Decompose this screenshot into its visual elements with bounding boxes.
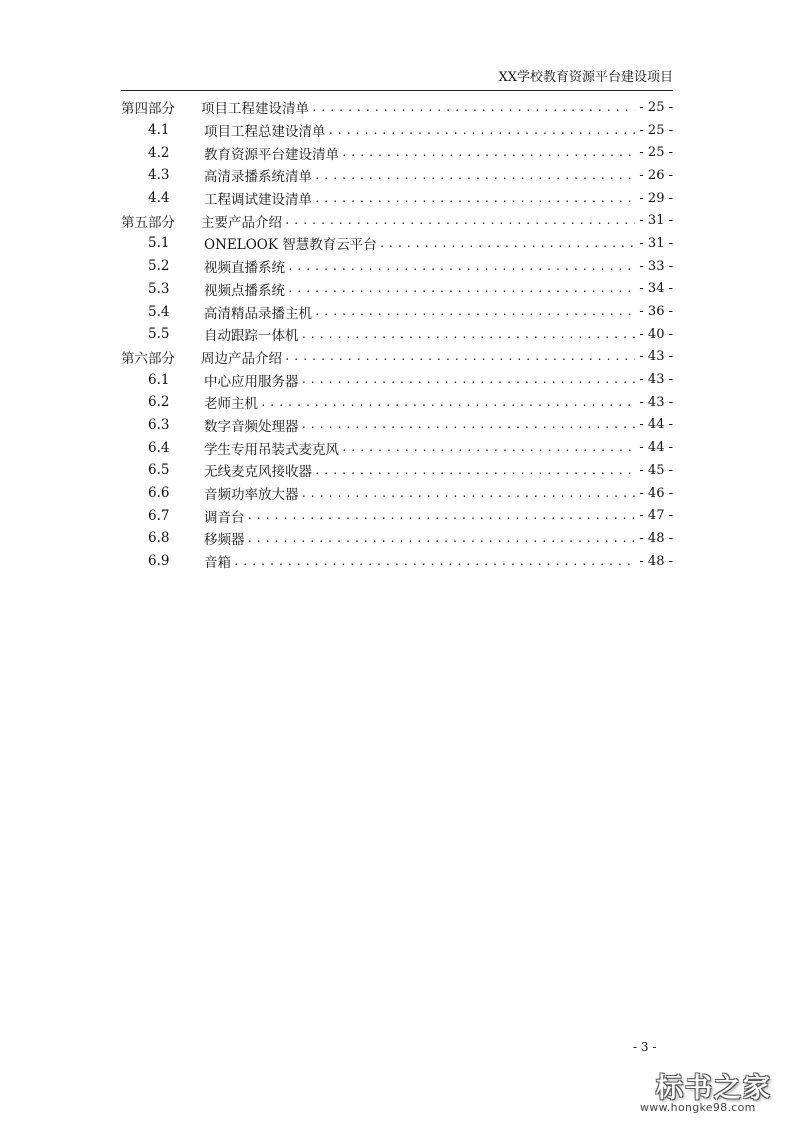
toc-dot-leader bbox=[379, 237, 636, 250]
toc-entry-number: 6.5 bbox=[148, 462, 170, 479]
toc-entry-6-3[interactable] bbox=[121, 414, 673, 437]
toc-entry-part-6[interactable] bbox=[121, 346, 673, 369]
toc-dot-leader bbox=[311, 101, 635, 114]
toc-entry-title: 项目工程总建设清单 bbox=[204, 124, 326, 141]
toc-dot-leader bbox=[301, 373, 636, 386]
toc-entry-page: - 29 - bbox=[639, 190, 673, 206]
toc-entry-title: 高清录播系统清单 bbox=[204, 169, 312, 186]
toc-entry-number: 6.2 bbox=[148, 394, 170, 411]
toc-entry-6-9[interactable] bbox=[121, 550, 673, 573]
toc-entry-title: 高清精品录播主机 bbox=[204, 305, 312, 322]
toc-dot-leader bbox=[287, 260, 635, 273]
toc-entry-5-1[interactable] bbox=[121, 232, 673, 255]
toc-dot-leader bbox=[314, 305, 635, 318]
toc-dot-leader bbox=[341, 146, 635, 159]
toc-dot-leader bbox=[328, 124, 636, 137]
toc-entry-number: 第六部分 bbox=[121, 350, 175, 367]
toc-entry-number: 6.1 bbox=[148, 371, 170, 388]
toc-entry-6-2[interactable] bbox=[121, 391, 673, 414]
toc-entry-page: - 40 - bbox=[639, 326, 673, 342]
toc-entry-6-7[interactable] bbox=[121, 504, 673, 527]
toc-entry-page: - 43 - bbox=[639, 394, 673, 410]
toc-dot-leader bbox=[287, 282, 635, 295]
toc-entry-page: - 31 - bbox=[639, 213, 673, 229]
toc-entry-6-6[interactable] bbox=[121, 482, 673, 505]
toc-dot-leader bbox=[247, 532, 636, 545]
toc-entry-title: 老师主机 bbox=[204, 396, 258, 413]
toc-entry-title: 项目工程建设清单 bbox=[201, 101, 309, 118]
toc-entry-page: - 44 - bbox=[639, 440, 673, 456]
toc-entry-title: 音箱 bbox=[204, 555, 231, 572]
toc-entry-number: 6.4 bbox=[148, 439, 170, 456]
toc-entry-4-3[interactable] bbox=[121, 164, 673, 187]
toc-entry-6-1[interactable] bbox=[121, 368, 673, 391]
toc-entry-part-4[interactable] bbox=[121, 96, 673, 119]
toc-entry-title: 教育资源平台建设清单 bbox=[204, 146, 339, 163]
toc-entry-number: 6.8 bbox=[148, 530, 170, 547]
toc-entry-page: - 46 - bbox=[639, 485, 673, 501]
toc-entry-number: 5.4 bbox=[148, 303, 170, 320]
toc-entry-number: 5.2 bbox=[148, 258, 170, 275]
toc-entry-page: - 43 - bbox=[639, 372, 673, 388]
toc-entry-page: - 48 - bbox=[639, 553, 673, 569]
toc-dot-leader bbox=[247, 509, 636, 522]
header-title: XX学校教育资源平台建设项目 bbox=[498, 70, 673, 85]
toc-entry-page: - 25 - bbox=[639, 122, 673, 138]
page-header bbox=[121, 70, 673, 91]
toc-dot-leader bbox=[260, 396, 635, 409]
toc-entry-number: 5.3 bbox=[148, 280, 170, 297]
toc-entry-number: 第四部分 bbox=[121, 101, 175, 118]
toc-dot-leader bbox=[341, 441, 635, 454]
toc-entry-6-8[interactable] bbox=[121, 527, 673, 550]
toc-entry-number: 4.3 bbox=[148, 167, 170, 184]
toc-dot-leader bbox=[314, 464, 635, 477]
toc-entry-title: ONELOOK 智慧教育云平台 bbox=[204, 237, 377, 254]
toc-entry-page: - 36 - bbox=[639, 304, 673, 320]
toc-entry-number: 6.6 bbox=[148, 485, 170, 502]
toc-entry-number: 6.3 bbox=[148, 416, 170, 433]
toc-entry-title: 视频点播系统 bbox=[204, 282, 285, 299]
toc-entry-title: 视频直播系统 bbox=[204, 260, 285, 277]
toc-entry-page: - 33 - bbox=[639, 258, 673, 274]
toc-dot-leader bbox=[284, 214, 635, 227]
toc-entry-title: 音频功率放大器 bbox=[204, 487, 299, 504]
toc-entry-page: - 25 - bbox=[639, 99, 673, 115]
toc-entry-page: - 25 - bbox=[639, 145, 673, 161]
toc-entry-number: 4.4 bbox=[148, 190, 170, 207]
toc-entry-number: 6.9 bbox=[148, 553, 170, 570]
toc-entry-title: 自动跟踪一体机 bbox=[204, 328, 299, 345]
toc-dot-leader bbox=[314, 192, 635, 205]
watermark-logo-text: 标书之家 bbox=[656, 1073, 772, 1104]
toc-entry-title: 调音台 bbox=[204, 509, 245, 526]
toc-entry-title: 主要产品介绍 bbox=[201, 214, 282, 231]
toc-entry-page: - 31 - bbox=[639, 235, 673, 251]
watermark-url: www.hongke98.com bbox=[640, 1101, 756, 1114]
toc-dot-leader bbox=[314, 169, 635, 182]
toc-entry-page: - 34 - bbox=[639, 281, 673, 297]
toc-entry-4-2[interactable] bbox=[121, 141, 673, 164]
toc-entry-title: 学生专用吊装式麦克风 bbox=[204, 441, 339, 458]
toc-entry-page: - 48 - bbox=[639, 530, 673, 546]
toc-dot-leader bbox=[301, 328, 636, 341]
toc-entry-page: - 26 - bbox=[639, 167, 673, 183]
toc-entry-number: 6.7 bbox=[148, 507, 170, 524]
toc-dot-leader bbox=[284, 350, 635, 363]
toc-entry-part-5[interactable] bbox=[121, 209, 673, 232]
toc-entry-title: 周边产品介绍 bbox=[201, 350, 282, 367]
toc-entry-title: 移频器 bbox=[204, 532, 245, 549]
toc-entry-5-3[interactable] bbox=[121, 278, 673, 301]
toc-dot-leader bbox=[233, 555, 635, 568]
toc-entry-title: 无线麦克风接收器 bbox=[204, 464, 312, 481]
toc-entry-6-4[interactable] bbox=[121, 436, 673, 459]
toc-entry-number: 4.1 bbox=[148, 122, 170, 139]
toc-entry-page: - 47 - bbox=[639, 508, 673, 524]
toc-entry-4-4[interactable] bbox=[121, 187, 673, 210]
toc-entry-number: 第五部分 bbox=[121, 214, 175, 231]
toc-entry-5-4[interactable] bbox=[121, 300, 673, 323]
table-of-contents bbox=[121, 96, 673, 572]
toc-entry-title: 中心应用服务器 bbox=[204, 373, 299, 390]
page-number: - 3 - bbox=[633, 1040, 657, 1054]
toc-entry-6-5[interactable] bbox=[121, 459, 673, 482]
toc-dot-leader bbox=[301, 418, 636, 431]
toc-entry-4-1[interactable] bbox=[121, 119, 673, 142]
toc-entry-number: 5.5 bbox=[148, 326, 170, 343]
toc-entry-5-5[interactable] bbox=[121, 323, 673, 346]
toc-entry-page: - 44 - bbox=[639, 417, 673, 433]
watermark-logo bbox=[632, 1066, 790, 1118]
toc-entry-5-2[interactable] bbox=[121, 255, 673, 278]
toc-dot-leader bbox=[301, 487, 636, 500]
toc-entry-page: - 43 - bbox=[639, 349, 673, 365]
toc-entry-number: 5.1 bbox=[148, 235, 170, 252]
toc-entry-title: 数字音频处理器 bbox=[204, 418, 299, 435]
toc-entry-number: 4.2 bbox=[148, 144, 170, 161]
toc-entry-page: - 45 - bbox=[639, 462, 673, 478]
toc-entry-title: 工程调试建设清单 bbox=[204, 192, 312, 209]
